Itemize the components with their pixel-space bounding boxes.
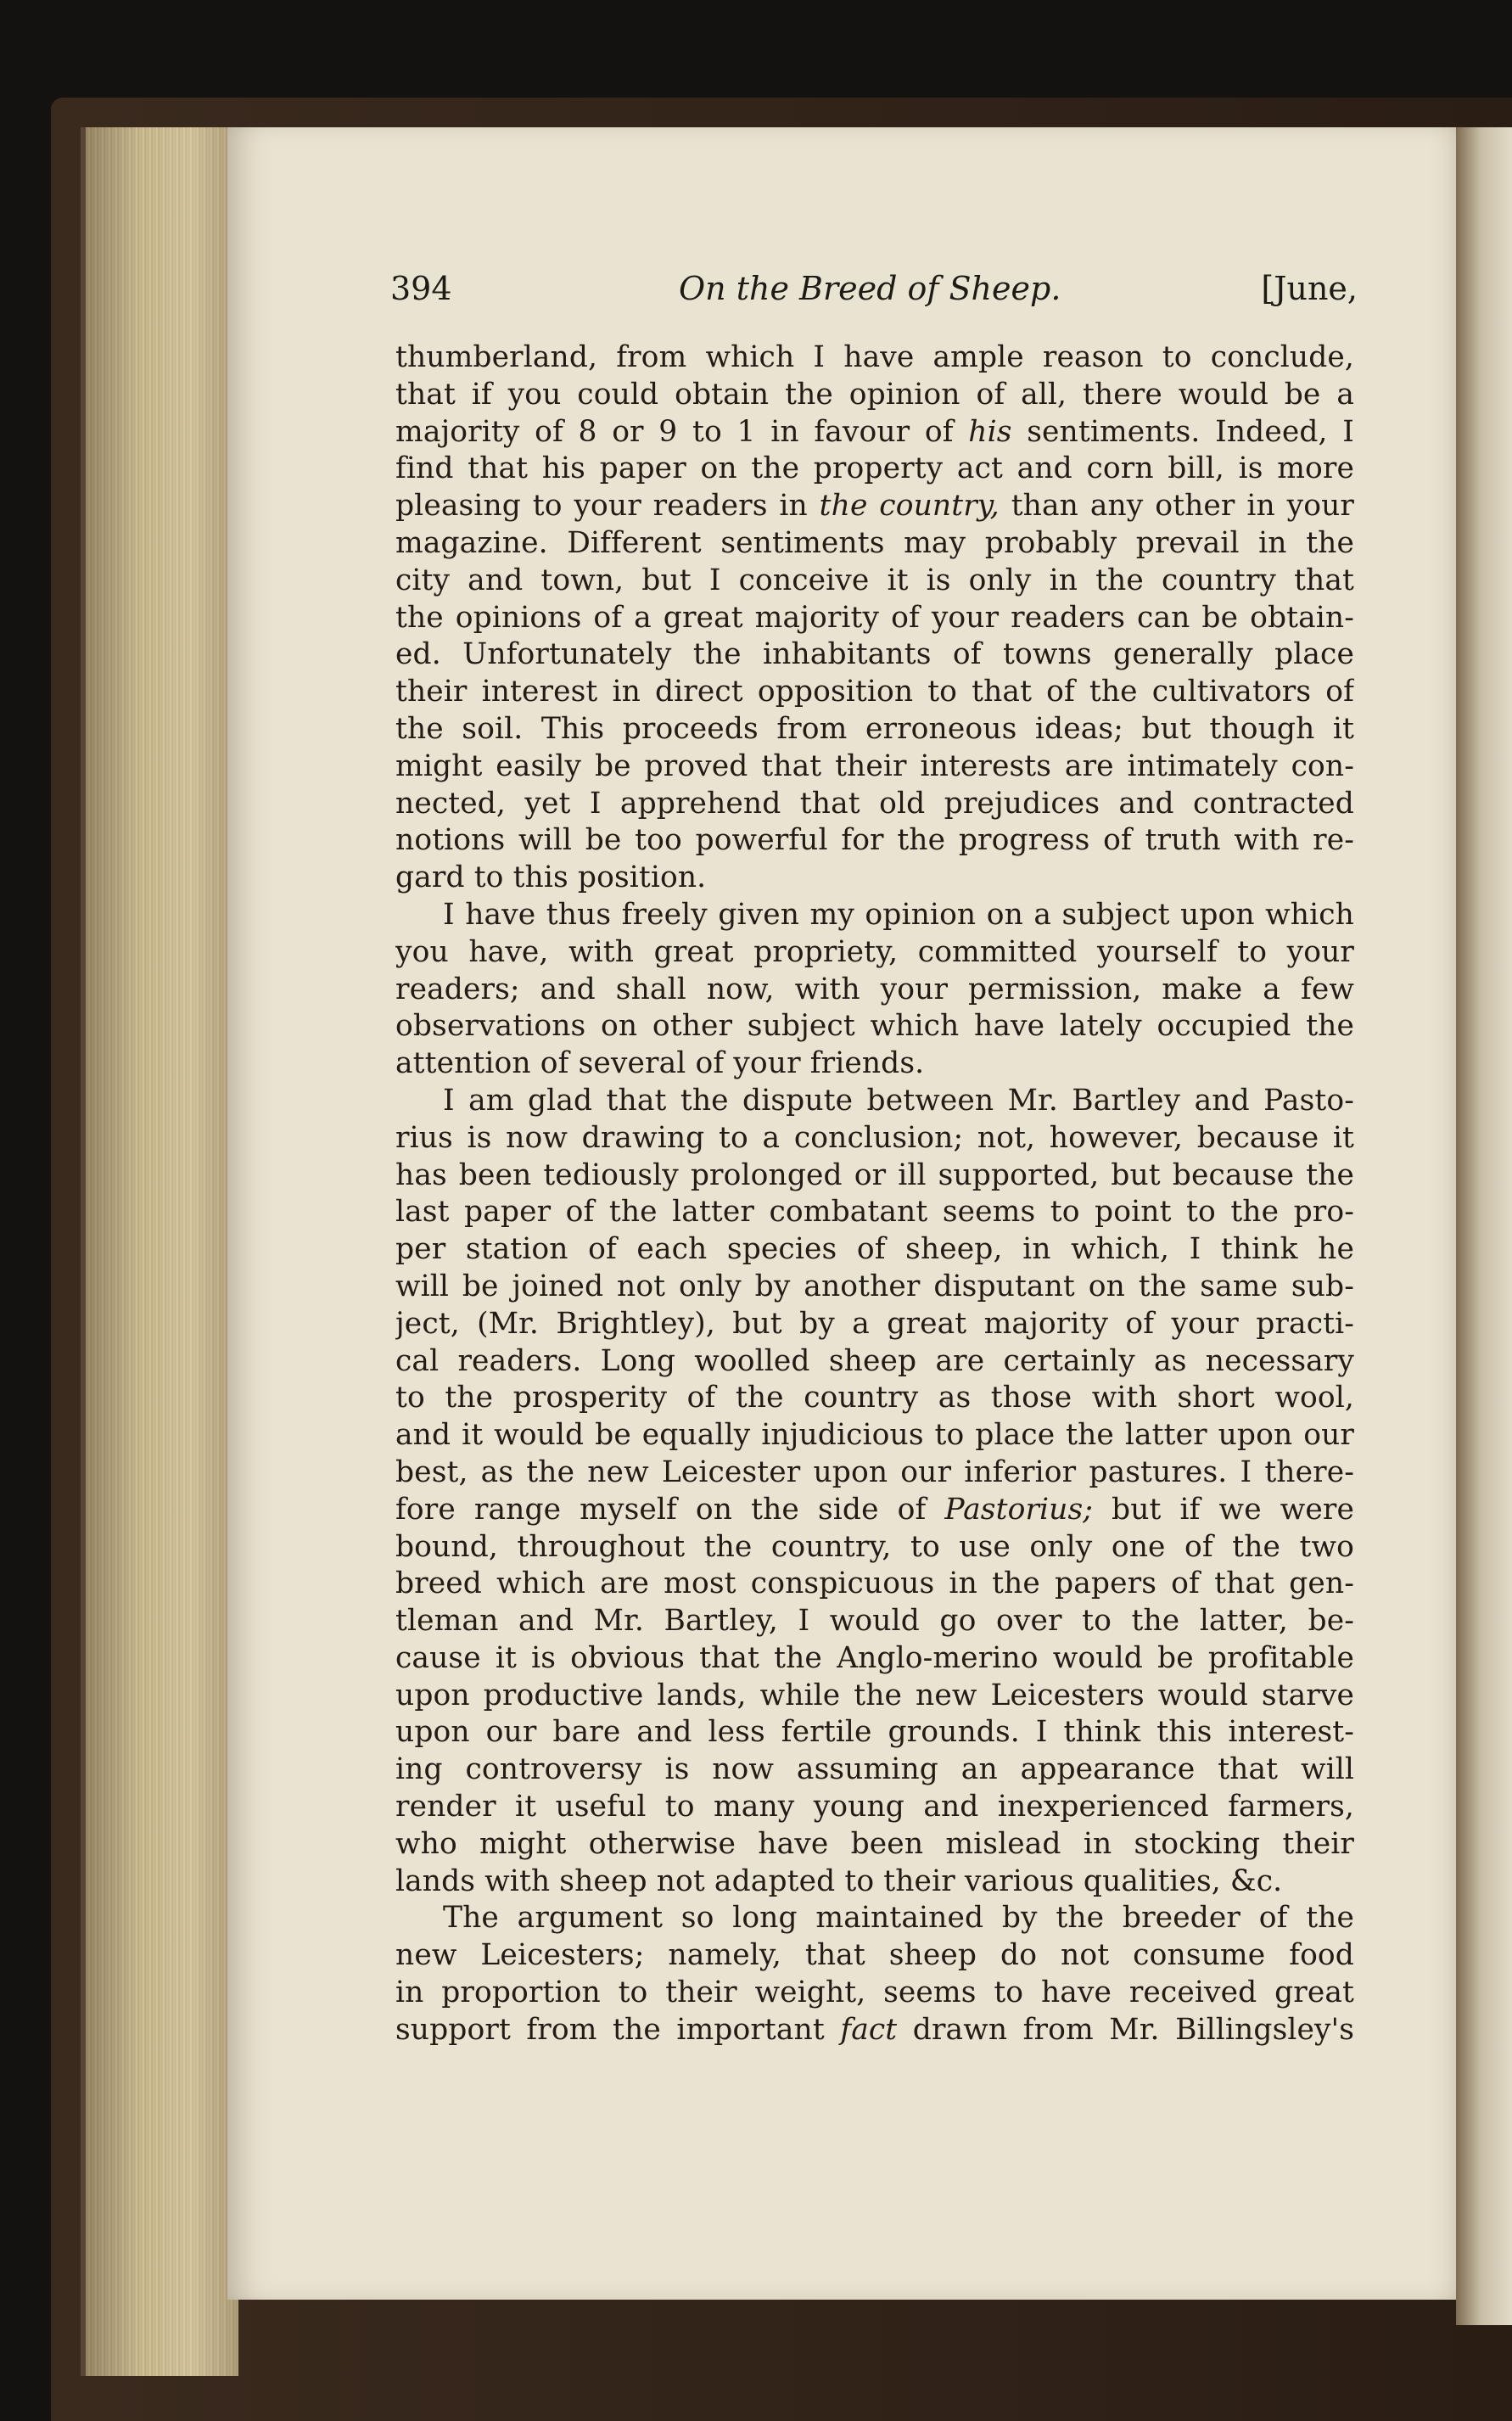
page-number: 394 xyxy=(390,270,452,307)
text-line: upon our bare and less fertile grounds. I think this interest- xyxy=(395,1715,1354,1750)
text-line: majority of 8 or 9 to 1 in favour of his sentiments. Indeed, I xyxy=(395,414,1354,449)
text-line: find that his paper on the property act and corn bill, is more xyxy=(395,451,1354,486)
text-line: gard to this position. xyxy=(395,860,707,895)
text-line: to the prosperity of the country as those with short wool, xyxy=(395,1381,1354,1415)
facing-page-edge xyxy=(1456,127,1512,2325)
running-title: On the Breed of Sheep. xyxy=(679,270,1061,307)
text-line: the opinions of a great majority of your readers can be obtain- xyxy=(395,600,1354,635)
text-line: ject, (Mr. Brightley), but by a great majority of your practi- xyxy=(395,1306,1354,1341)
text-line: that if you could obtain the opinion of all, there would be a xyxy=(395,377,1354,412)
text-line: has been tediously prolonged or ill supported, but because the xyxy=(395,1157,1354,1192)
text-line: attention of several of your friends. xyxy=(395,1046,925,1081)
text-line: render it useful to many young and inexperienced farmers, xyxy=(395,1790,1354,1824)
text-line: last paper of the latter combatant seems to point to the pro- xyxy=(395,1195,1354,1230)
text-line: tleman and Mr. Bartley, I would go over to the latter, be- xyxy=(395,1604,1354,1639)
text-line: notions will be too powerful for the progress of truth with re- xyxy=(395,823,1354,858)
text-line: observations on other subject which have lately occupied the xyxy=(395,1009,1354,1044)
text-line: pleasing to your readers in the country, than any other in your xyxy=(395,489,1354,524)
text-line: readers; and shall now, with your permission, make a few xyxy=(395,972,1354,1006)
text-line: in proportion to their weight, seems to have received great xyxy=(395,1975,1354,2010)
text-line: I am glad that the dispute between Mr. Bartley and Pasto- xyxy=(443,1083,1354,1118)
text-line: support from the important fact drawn from Mr. Billingsley's xyxy=(395,2012,1354,2047)
running-head xyxy=(390,270,1358,321)
text-line: breed which are most conspicuous in the papers of that gen- xyxy=(395,1566,1354,1601)
text-line: cal readers. Long woolled sheep are certainly as necessary xyxy=(395,1343,1354,1378)
text-line: bound, throughout the country, to use only one of the two xyxy=(395,1529,1354,1564)
text-line: best, as the new Leicester upon our inferior pastures. I there- xyxy=(395,1454,1354,1489)
text-line: who might otherwise have been mislead in stocking their xyxy=(395,1826,1354,1861)
text-line: nected, yet I apprehend that old prejudices and contracted xyxy=(395,786,1354,821)
text-line: lands with sheep not adapted to their various qualities, &c. xyxy=(395,1863,1283,1898)
text-line: per station of each species of sheep, in which, I think he xyxy=(395,1232,1354,1267)
text-line: you have, with great propriety, committed yourself to your xyxy=(395,934,1354,969)
page-edges xyxy=(81,127,238,2376)
text-line: upon productive lands, while the new Leicesters would starve xyxy=(395,1678,1354,1712)
text-line: the soil. This proceeds from erroneous ideas; but though it xyxy=(395,711,1354,746)
text-line: cause it is obvious that the Anglo-merino would be profitable xyxy=(395,1640,1354,1675)
text-line: ing controversy is now assuming an appearance that will xyxy=(395,1752,1354,1787)
text-line: new Leicesters; namely, that sheep do not consume food xyxy=(395,1938,1354,1973)
text-line: will be joined not only by another disputant on the same sub- xyxy=(395,1269,1354,1303)
text-line: their interest in direct opposition to that of the cultivators of xyxy=(395,675,1354,709)
text-line: The argument so long maintained by the breeder of the xyxy=(443,1901,1354,1936)
body-text xyxy=(395,339,1354,2049)
text-line: fore range myself on the side of Pastorius; but if we were xyxy=(395,1492,1354,1527)
text-line: thumberland, from which I have ample reason to conclude, xyxy=(395,340,1354,374)
text-line: and it would be equally injudicious to place the latter upon our xyxy=(395,1418,1354,1453)
text-line: ed. Unfortunately the inhabitants of towns generally place xyxy=(395,637,1354,672)
text-line: rius is now drawing to a conclusion; not, however, because it xyxy=(395,1120,1354,1155)
text-line: magazine. Different sentiments may probably prevail in the xyxy=(395,525,1354,560)
text-line: I have thus freely given my opinion on a subject upon which xyxy=(443,897,1354,932)
text-line: city and town, but I conceive it is only in the country that xyxy=(395,563,1354,597)
text-line: might easily be proved that their interests are intimately con- xyxy=(395,748,1354,783)
running-section: [June, xyxy=(1261,270,1358,307)
